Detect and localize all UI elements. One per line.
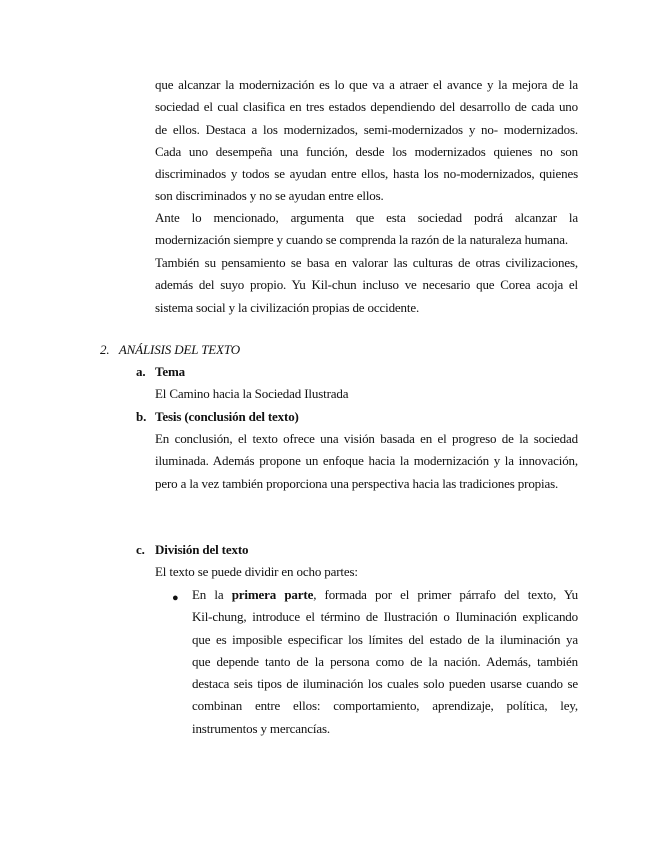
text-line: Kil-chung, introduce el término de Ilustración o Iluminación explicando — [192, 609, 578, 625]
text-line: En conclusión, el texto ofrece una visión basada en el progreso de la sociedad — [155, 431, 578, 446]
text-line: sociedad el cual clasifica en tres estados dependiendo del desarrollo de cada uno — [155, 99, 578, 115]
text-line: pero a la vez también proporciona una perspectiva hacia las tradiciones propias. — [155, 475, 559, 491]
bullet-icon: ● — [172, 592, 179, 604]
bullet-text-post: , formada por el primer párrafo del texto, Yu — [313, 587, 578, 602]
text-line: discriminados y todos se ayudan entre ellos, hasta los no-modernizados, quienes — [155, 166, 578, 182]
division-label: c. — [136, 542, 145, 557]
text-line: además del suyo propio. Yu Kil-chun incluso ve necesario que Corea acoja el — [155, 277, 578, 293]
text-line: combinan entre ellos: comportamiento, aprendizaje, política, ley, — [192, 698, 578, 714]
division-title: División del texto — [155, 542, 249, 557]
bullet-text-pre: En la — [192, 587, 232, 602]
text-line: destaca seis tipos de iluminación los cuales solo pueden usarse cuando se — [192, 676, 578, 692]
intro-paragraph — [155, 74, 578, 208]
division-bullet-item — [192, 584, 578, 740]
text-line: Cada uno desempeña una función, desde los modernizados quienes no son — [155, 143, 578, 159]
tema-title: Tema — [155, 364, 185, 379]
paragraph-ante — [155, 207, 578, 252]
text-line: que depende tanto de la persona como de la nación. Además, también — [192, 653, 578, 669]
text-line: sistema social y la civilización propias de occidente. — [155, 299, 420, 315]
text-line: de ellos. Destaca a los modernizados, semi-modernizados y no- modernizados. — [155, 121, 578, 137]
section-number: 2. — [100, 342, 110, 357]
paragraph-tambien — [155, 252, 578, 319]
text-line: modernización siempre y cuando se comprenda la razón de la naturaleza humana. — [155, 232, 568, 248]
text-line: iluminada. Además propone un enfoque hacia la modernización y la innovación, — [155, 453, 578, 469]
tesis-title: Tesis (conclusión del texto) — [155, 409, 299, 424]
text-line: que alcanzar la modernización es lo que va a atraer el avance y la mejora de la — [155, 77, 578, 92]
text-line: instrumentos y mercancías. — [192, 720, 330, 736]
text-line: También su pensamiento se basa en valorar las culturas de otras civilizaciones, — [155, 255, 578, 270]
section-heading — [100, 342, 240, 358]
division-intro: El texto se puede dividir en ocho partes: — [155, 564, 358, 579]
text-line — [192, 584, 578, 606]
tesis-paragraph — [155, 428, 578, 495]
text-line: son discriminados y no se ayudan entre ellos. — [155, 188, 384, 204]
bullet-text-bold: primera parte — [231, 587, 314, 602]
text-line: Ante lo mencionado, argumenta que esta sociedad podrá alcanzar la — [155, 210, 578, 225]
tesis-label: b. — [136, 409, 147, 424]
section-title: ANÁLISIS DEL TEXTO — [118, 342, 240, 357]
tema-label: a. — [136, 364, 146, 379]
text-line: que es imposible especificar los límites del estado de la iluminación ya — [192, 631, 578, 647]
tema-text: El Camino hacia la Sociedad Ilustrada — [155, 386, 349, 401]
